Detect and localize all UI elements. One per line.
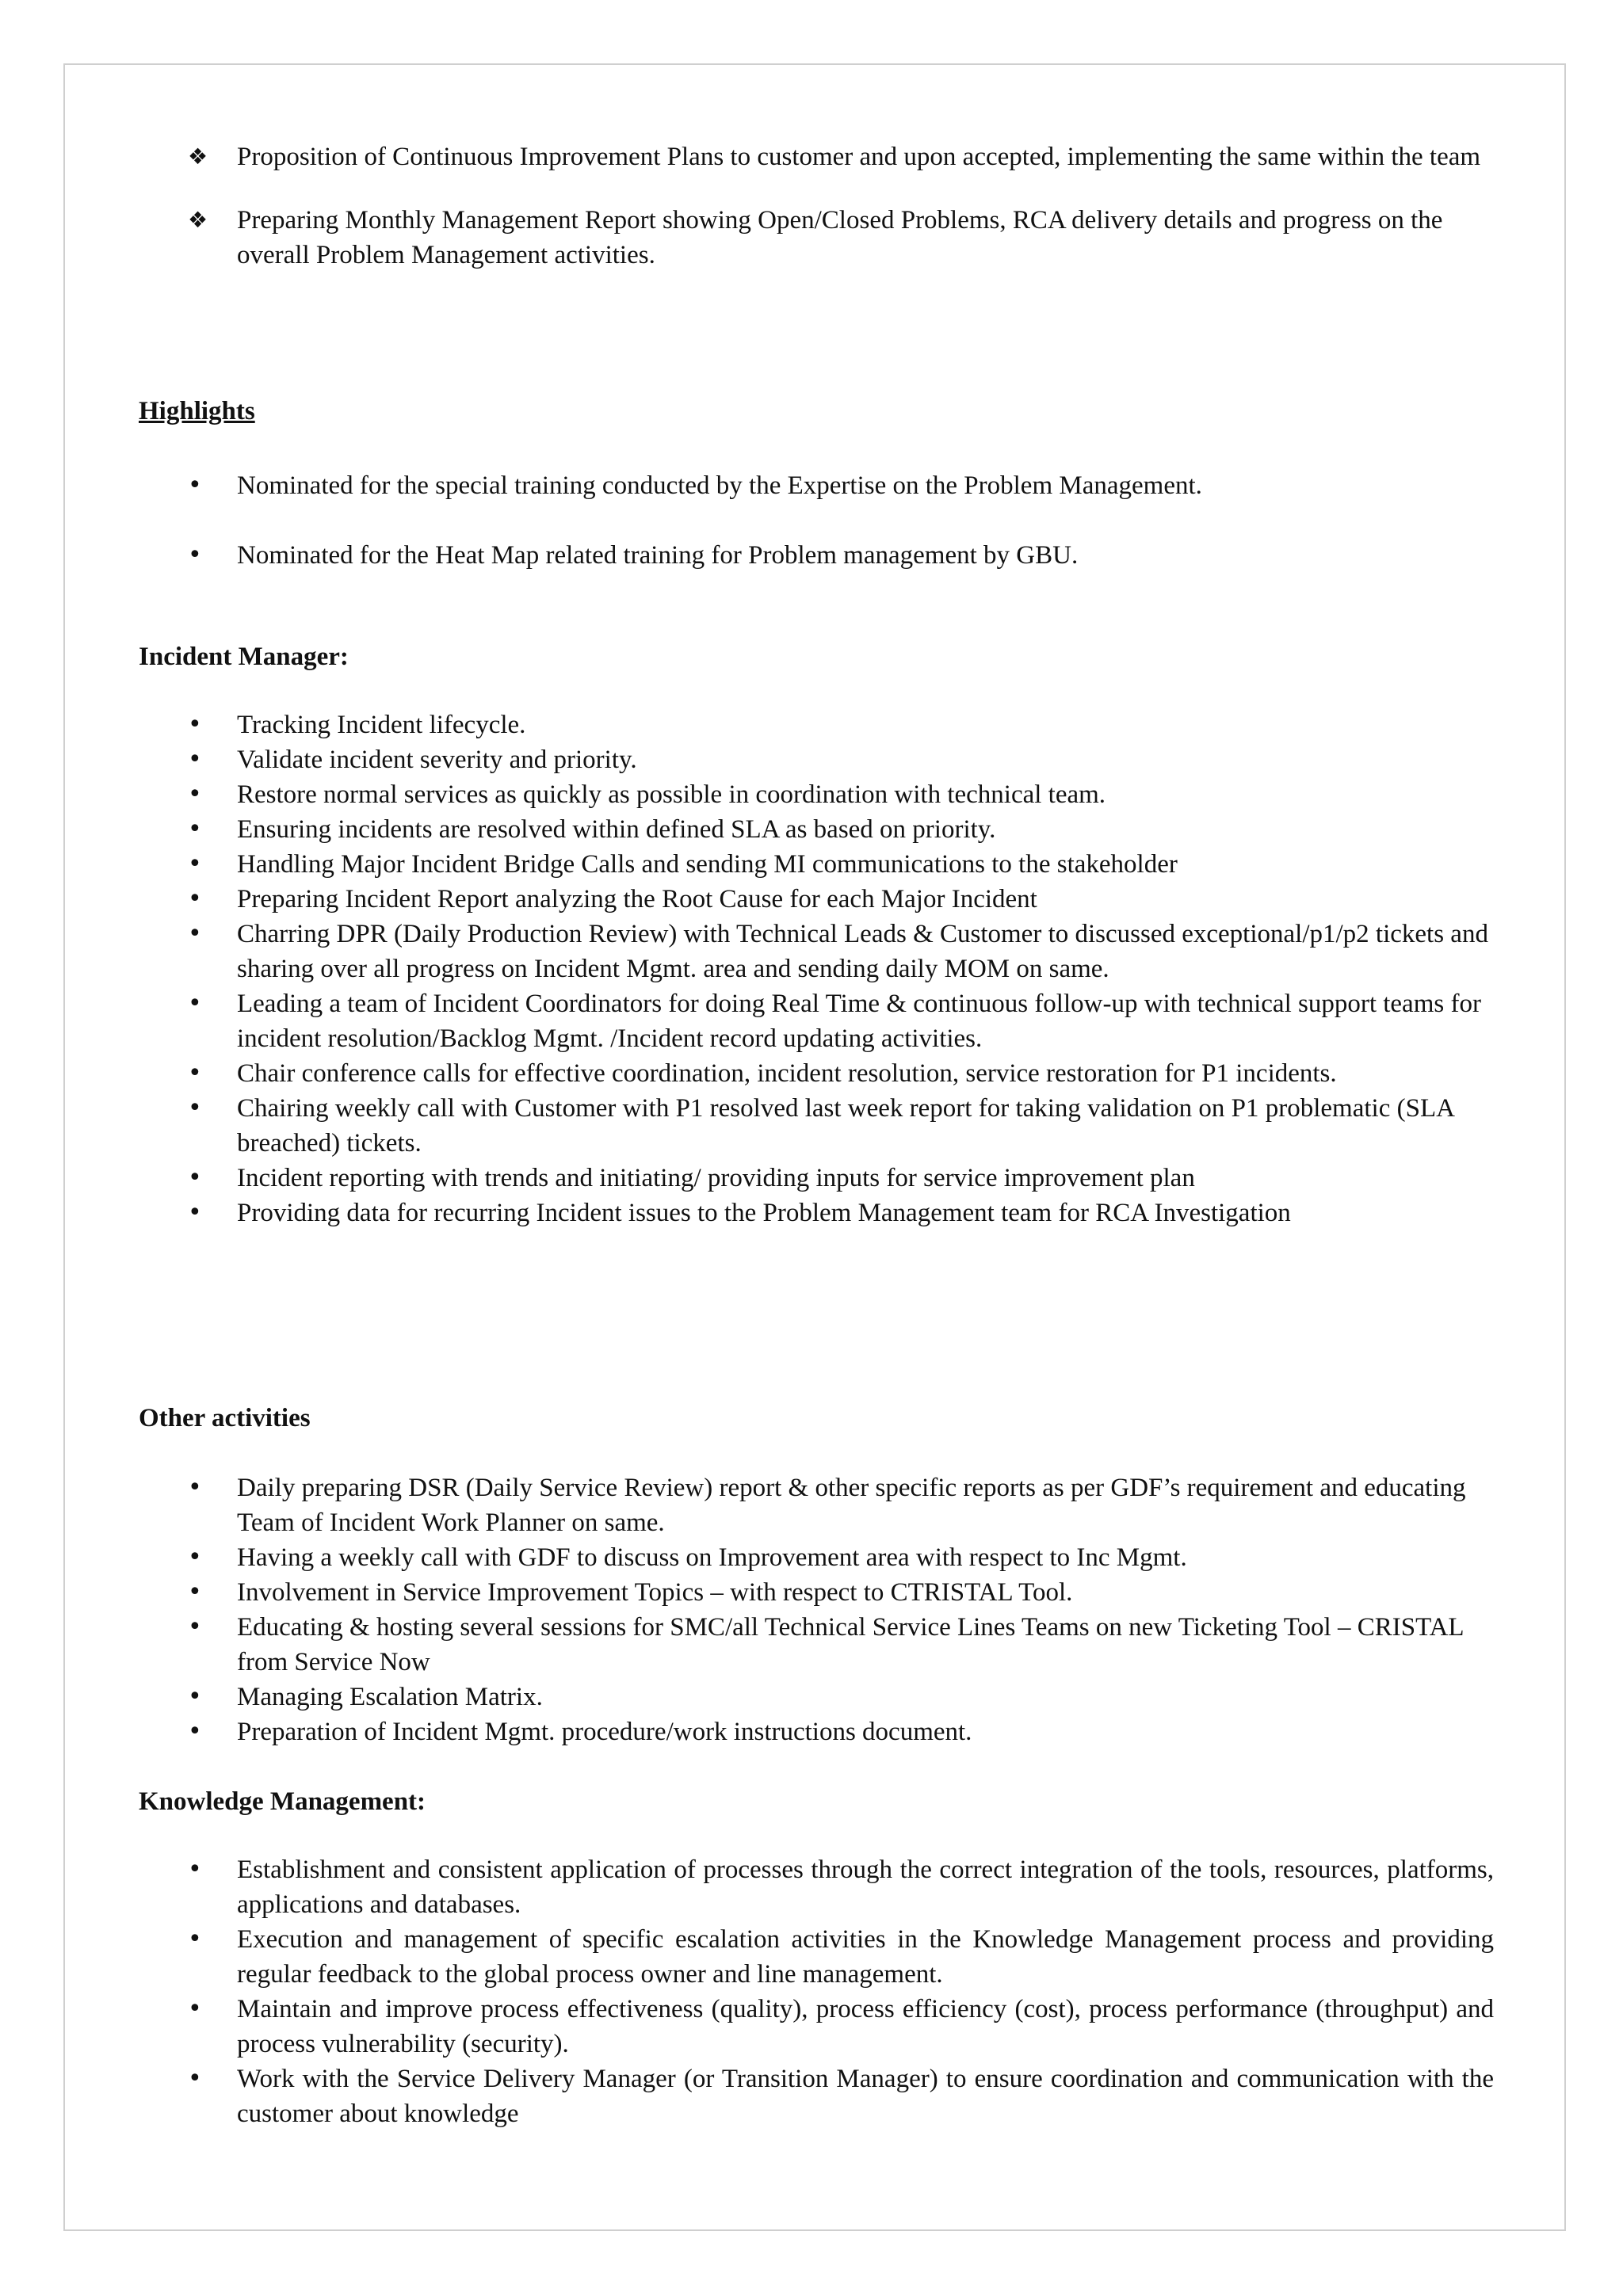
highlights-section bbox=[139, 468, 1494, 573]
bullet-icon: • bbox=[188, 920, 202, 948]
knowledge-management-list bbox=[139, 1852, 1494, 2131]
bullet-icon: • bbox=[188, 850, 202, 878]
list-item-text: Chairing weekly call with Customer with P1 resolved last week report for taking validation on P1 problematic (SLA breached) tickets. bbox=[237, 1094, 1454, 1158]
intro-section bbox=[139, 139, 1494, 273]
list-item-text: Preparing Incident Report analyzing the Root Cause for each Major Incident bbox=[237, 885, 1037, 913]
list-item bbox=[139, 1714, 1494, 1749]
bullet-icon: • bbox=[188, 885, 202, 913]
intro-list bbox=[139, 139, 1494, 273]
list-item-text: Validate incident severity and priority. bbox=[237, 746, 637, 774]
list-item bbox=[139, 1091, 1494, 1161]
list-item bbox=[139, 882, 1494, 917]
bullet-icon: • bbox=[188, 1543, 202, 1571]
list-item-text: Having a weekly call with GDF to discuss on Improvement area with respect to Inc Mgmt. bbox=[237, 1543, 1187, 1572]
highlights-list bbox=[139, 468, 1494, 573]
list-item-text: Incident reporting with trends and initiating/ providing inputs for service improvement plan bbox=[237, 1164, 1195, 1192]
list-item-text: Charring DPR (Daily Production Review) with Technical Leads & Customer to discussed exceptional/p1/p2 tickets and sharing over all progress on Incident Mgmt. area and sending daily MOM on same. bbox=[237, 920, 1488, 983]
bullet-icon: • bbox=[188, 541, 202, 569]
bullet-icon: • bbox=[188, 2065, 202, 2092]
diamond-bullet-icon: ❖ bbox=[188, 143, 208, 170]
list-item-text: Restore normal services as quickly as possible in coordination with technical team. bbox=[237, 780, 1106, 809]
list-item-text: Handling Major Incident Bridge Calls and sending MI communications to the stakeholder bbox=[237, 850, 1178, 879]
list-item-text: Preparing Monthly Management Report showing Open/Closed Problems, RCA delivery details and progress on the overall Problem Management activities. bbox=[237, 206, 1443, 269]
list-item bbox=[139, 1852, 1494, 1922]
list-item bbox=[139, 2061, 1494, 2131]
list-item bbox=[139, 1056, 1494, 1091]
incident-manager-heading: Incident Manager: bbox=[139, 643, 349, 671]
knowledge-management-section bbox=[139, 1852, 1494, 2131]
list-item bbox=[139, 847, 1494, 882]
bullet-icon: • bbox=[188, 1474, 202, 1501]
list-item bbox=[139, 1540, 1494, 1575]
bullet-icon: • bbox=[188, 1578, 202, 1606]
list-item-text: Proposition of Continuous Improvement Plans to customer and upon accepted, implementing the same within the team bbox=[237, 143, 1481, 171]
list-item-text: Establishment and consistent application of processes through the correct integration of the tools, resources, platforms, applications and databases. bbox=[237, 1855, 1494, 1919]
knowledge-management-heading: Knowledge Management: bbox=[139, 1787, 426, 1816]
bullet-icon: • bbox=[188, 780, 202, 808]
bullet-icon: • bbox=[188, 1683, 202, 1711]
list-item bbox=[139, 1575, 1494, 1610]
list-item bbox=[139, 1992, 1494, 2061]
list-item-text: Maintain and improve process effectiveness (quality), process efficiency (cost), process performance (throughput) and process vulnerability (security). bbox=[237, 1995, 1494, 2058]
bullet-icon: • bbox=[188, 1199, 202, 1226]
list-item bbox=[139, 917, 1494, 986]
incident-manager-section bbox=[139, 707, 1494, 1230]
list-item bbox=[139, 468, 1494, 503]
list-item-text: Providing data for recurring Incident issues to the Problem Management team for RCA Investigation bbox=[237, 1199, 1291, 1227]
list-item bbox=[139, 1922, 1494, 1992]
list-item bbox=[139, 203, 1494, 273]
other-activities-list bbox=[139, 1470, 1494, 1749]
list-item bbox=[139, 1196, 1494, 1230]
bullet-icon: • bbox=[188, 746, 202, 773]
list-item bbox=[139, 1610, 1494, 1680]
list-item bbox=[139, 777, 1494, 812]
bullet-icon: • bbox=[188, 711, 202, 738]
list-item-text: Work with the Service Delivery Manager (or Transition Manager) to ensure coordination and communication with the customer about knowledge bbox=[237, 2065, 1494, 2128]
list-item bbox=[139, 1161, 1494, 1196]
incident-manager-list bbox=[139, 707, 1494, 1230]
list-item-text: Nominated for the special training conducted by the Expertise on the Problem Management. bbox=[237, 471, 1202, 500]
other-activities-section bbox=[139, 1470, 1494, 1749]
list-item bbox=[139, 812, 1494, 847]
list-item bbox=[139, 1680, 1494, 1714]
bullet-icon: • bbox=[188, 990, 202, 1017]
bullet-icon: • bbox=[188, 1718, 202, 1745]
list-item-text: Involvement in Service Improvement Topics – with respect to CTRISTAL Tool. bbox=[237, 1578, 1073, 1607]
list-item bbox=[139, 742, 1494, 777]
bullet-icon: • bbox=[188, 1855, 202, 1883]
list-item-text: Leading a team of Incident Coordinators for doing Real Time & continuous follow-up with technical support teams for incident resolution/Backlog Mgmt. /Incident record updating activities. bbox=[237, 990, 1481, 1053]
list-item-text: Chair conference calls for effective coordination, incident resolution, service restoration for P1 incidents. bbox=[237, 1059, 1337, 1088]
list-item bbox=[139, 139, 1494, 174]
list-item bbox=[139, 707, 1494, 742]
other-activities-heading: Other activities bbox=[139, 1404, 311, 1432]
bullet-icon: • bbox=[188, 471, 202, 499]
list-item bbox=[139, 986, 1494, 1056]
list-item-text: Daily preparing DSR (Daily Service Review) report & other specific reports as per GDF’s requirement and educating Team of Incident Work Planner on same. bbox=[237, 1474, 1466, 1537]
list-item bbox=[139, 1470, 1494, 1540]
bullet-icon: • bbox=[188, 1925, 202, 1953]
highlights-heading: Highlights bbox=[139, 397, 255, 425]
bullet-icon: • bbox=[188, 1613, 202, 1641]
bullet-icon: • bbox=[188, 815, 202, 843]
list-item-text: Managing Escalation Matrix. bbox=[237, 1683, 543, 1711]
bullet-icon: • bbox=[188, 1059, 202, 1087]
list-item-text: Nominated for the Heat Map related training for Problem management by GBU. bbox=[237, 541, 1079, 570]
diamond-bullet-icon: ❖ bbox=[188, 207, 208, 233]
list-item-text: Tracking Incident lifecycle. bbox=[237, 711, 526, 739]
list-item bbox=[139, 538, 1494, 573]
list-item-text: Educating & hosting several sessions for SMC/all Technical Service Lines Teams on new Ticketing Tool – CRISTAL from Service Now bbox=[237, 1613, 1464, 1676]
list-item-text: Ensuring incidents are resolved within defined SLA as based on priority. bbox=[237, 815, 996, 844]
list-item-text: Execution and management of specific escalation activities in the Knowledge Management process and providing regular feedback to the global process owner and line management. bbox=[237, 1925, 1494, 1989]
list-item-text: Preparation of Incident Mgmt. procedure/work instructions document. bbox=[237, 1718, 972, 1746]
bullet-icon: • bbox=[188, 1094, 202, 1122]
bullet-icon: • bbox=[188, 1995, 202, 2023]
bullet-icon: • bbox=[188, 1164, 202, 1192]
